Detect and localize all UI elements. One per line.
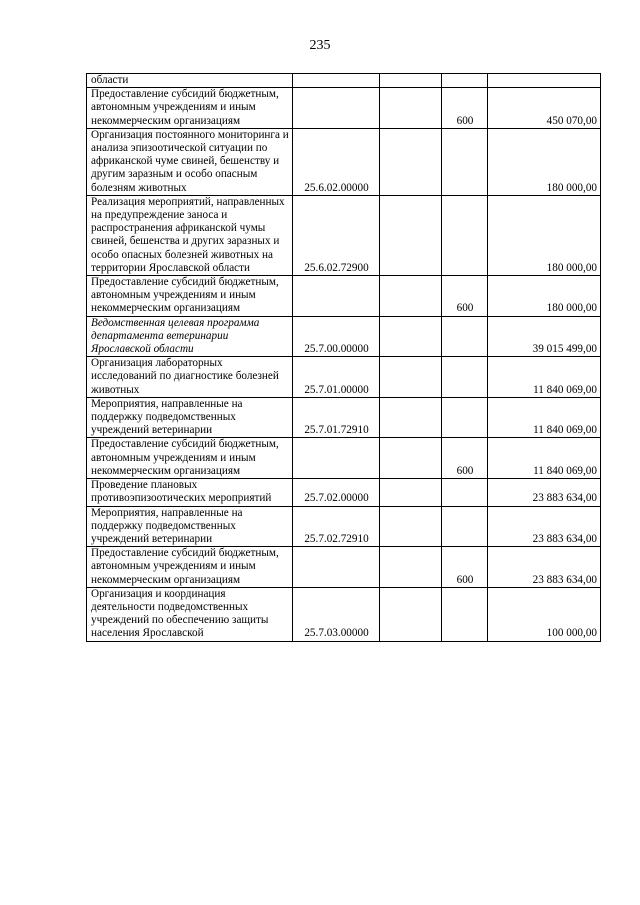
row-amount: 100 000,00 — [488, 587, 601, 641]
row-amount: 23 883 634,00 — [488, 547, 601, 588]
row-target-code — [293, 547, 380, 588]
table-row — [87, 195, 601, 275]
row-type-cell — [380, 128, 442, 195]
table-row — [87, 357, 601, 398]
row-name: Реализация мероприятий, направленных на предупреждение заноса и распространения африканской чумы свиней, бешенства и других заразных и особо опасных болезней животных на территории Ярославской области — [87, 195, 293, 275]
row-name: Проведение плановых противоэпизоотических мероприятий — [87, 479, 293, 506]
row-expense-type — [442, 74, 488, 88]
table-row — [87, 547, 601, 588]
row-name: Предоставление субсидий бюджетным, автономным учреждениям и иным некоммерческим организациям — [87, 88, 293, 129]
row-amount: 11 840 069,00 — [488, 397, 601, 438]
table-row — [87, 397, 601, 438]
row-expense-type — [442, 479, 488, 506]
table-row — [87, 438, 601, 479]
row-target-code — [293, 74, 380, 88]
row-type-cell — [380, 438, 442, 479]
row-amount: 180 000,00 — [488, 195, 601, 275]
row-target-code: 25.6.02.00000 — [293, 128, 380, 195]
row-type-cell — [380, 397, 442, 438]
page-number: 235 — [309, 38, 331, 53]
row-target-code: 25.7.02.72910 — [293, 506, 380, 547]
row-amount: 23 883 634,00 — [488, 506, 601, 547]
row-target-code: 25.7.02.00000 — [293, 479, 380, 506]
row-amount: 23 883 634,00 — [488, 479, 601, 506]
row-expense-type: 600 — [442, 88, 488, 129]
row-type-cell — [380, 547, 442, 588]
row-amount: 180 000,00 — [488, 128, 601, 195]
table-row — [87, 587, 601, 641]
row-amount: 39 015 499,00 — [488, 316, 601, 357]
row-type-cell — [380, 316, 442, 357]
row-expense-type — [442, 128, 488, 195]
row-amount: 180 000,00 — [488, 276, 601, 317]
row-type-cell — [380, 88, 442, 129]
table-row — [87, 506, 601, 547]
row-name: Организация лабораторных исследований по диагностике болезней животных — [87, 357, 293, 398]
row-name: Мероприятия, направленные на поддержку подведомственных учреждений ветеринарии — [87, 506, 293, 547]
table-row — [87, 479, 601, 506]
row-expense-type — [442, 357, 488, 398]
row-target-code — [293, 438, 380, 479]
row-name: Предоставление субсидий бюджетным, автономным учреждениям и иным некоммерческим организациям — [87, 547, 293, 588]
row-name: Предоставление субсидий бюджетным, автономным учреждениям и иным некоммерческим организациям — [87, 276, 293, 317]
row-amount: 11 840 069,00 — [488, 357, 601, 398]
table-row — [87, 316, 601, 357]
row-target-code: 25.7.01.72910 — [293, 397, 380, 438]
row-name: Организация и координация деятельности подведомственных учреждений по обеспечению защиты населения Ярославской — [87, 587, 293, 641]
table-row — [87, 88, 601, 129]
row-type-cell — [380, 479, 442, 506]
row-expense-type — [442, 397, 488, 438]
row-target-code: 25.7.03.00000 — [293, 587, 380, 641]
row-target-code — [293, 276, 380, 317]
row-amount: 11 840 069,00 — [488, 438, 601, 479]
row-type-cell — [380, 74, 442, 88]
row-type-cell — [380, 357, 442, 398]
row-expense-type — [442, 195, 488, 275]
table-row — [87, 74, 601, 88]
row-name: Предоставление субсидий бюджетным, автономным учреждениям и иным некоммерческим организациям — [87, 438, 293, 479]
row-expense-type — [442, 316, 488, 357]
row-expense-type: 600 — [442, 276, 488, 317]
row-name: Ведомственная целевая программа департамента ветеринарии Ярославской области — [87, 316, 293, 357]
budget-table — [86, 73, 601, 642]
row-type-cell — [380, 506, 442, 547]
row-name: области — [87, 74, 293, 88]
row-expense-type — [442, 587, 488, 641]
row-amount — [488, 74, 601, 88]
table-row — [87, 276, 601, 317]
row-target-code: 25.7.01.00000 — [293, 357, 380, 398]
row-expense-type: 600 — [442, 438, 488, 479]
row-type-cell — [380, 195, 442, 275]
row-name: Организация постоянного мониторинга и анализа эпизоотической ситуации по африканской чуме свиней, бешенству и другим заразным и особо опасным болезням животных — [87, 128, 293, 195]
row-target-code — [293, 88, 380, 129]
table-row — [87, 128, 601, 195]
row-type-cell — [380, 587, 442, 641]
row-expense-type: 600 — [442, 547, 488, 588]
row-target-code: 25.6.02.72900 — [293, 195, 380, 275]
row-amount: 450 070,00 — [488, 88, 601, 129]
row-name: Мероприятия, направленные на поддержку подведомственных учреждений ветеринарии — [87, 397, 293, 438]
row-target-code: 25.7.00.00000 — [293, 316, 380, 357]
row-type-cell — [380, 276, 442, 317]
row-expense-type — [442, 506, 488, 547]
